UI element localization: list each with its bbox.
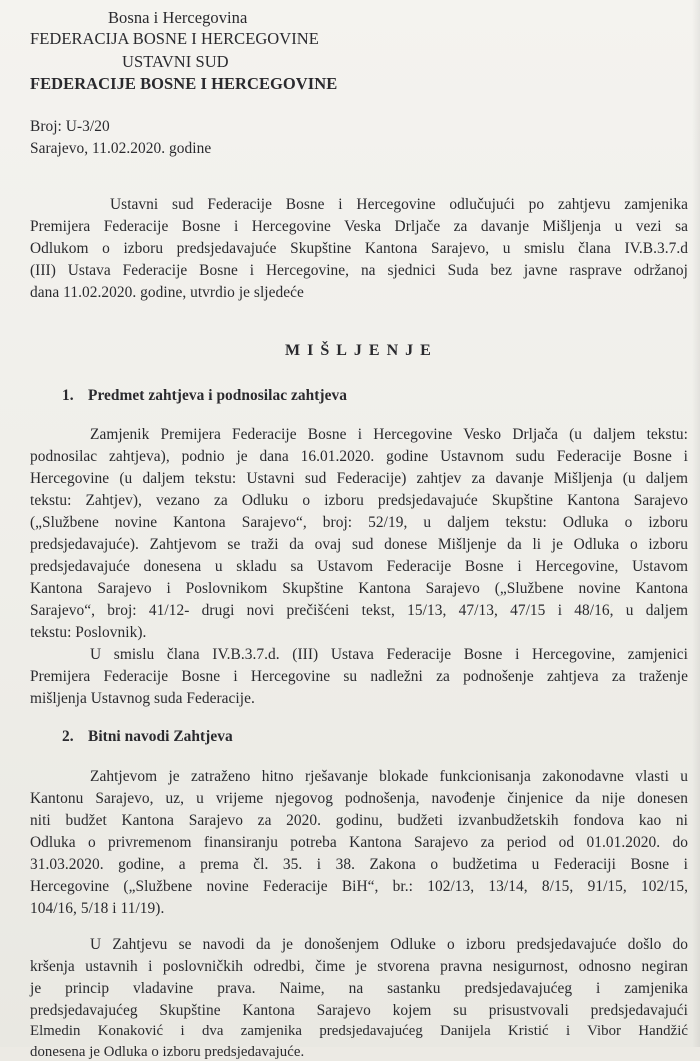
- section1-para1-line: tekstu: Poslovnik).: [30, 624, 147, 641]
- section1-para2-line: mišljenja Ustavnog suda Federacije.: [30, 690, 255, 707]
- section1-para1-line: podnosilac zahtjeva), podnio je dana 16.01.2020. godine Ustavnom sudu Federacije Bosne i: [30, 448, 688, 465]
- intro-line: dana 11.02.2020. godine, utvrdio je sljedeće: [30, 284, 304, 301]
- section-number: 2.: [62, 728, 74, 745]
- section-title: Bitni navodi Zahtjeva: [88, 728, 233, 745]
- section2-para2-line: kršenja ustavnih i poslovničkih odredbi, čime je stvorena pravna nesigurnost, odnosno negiran: [30, 958, 688, 975]
- section2-para2-line: donesena je Odluka o izboru predsjedavajuće.: [30, 1044, 305, 1060]
- page-edge-shadow: [692, 0, 700, 1047]
- section1-para1-line: Sarajevo“, broj: 41/12- drugi novi prečišćeni tekst, 15/13, 47/13, 47/15 i 48/16, u daljem: [30, 602, 688, 619]
- section2-para1-line: Odluka o privremenom finansiranju potreba Kantona Sarajevo za period od 01.01.2020. do: [30, 834, 688, 851]
- section1-para1-line: tekstu: Zahtjev), vezano za Odluku o izboru predsjedavajuće Skupštine Kantona Sarajevo: [30, 492, 688, 509]
- section2-para1-line: Hercegovine („Službene novine Federacije BiH“, br.: 102/13, 13/14, 8/15, 91/15, 102/15,: [30, 878, 688, 895]
- section-heading: [62, 728, 233, 746]
- case-number: Broj: U-3/20: [30, 118, 110, 135]
- section2-para2-line: Elmedin Konaković i dva zamjenika predsjedavajućeg Danijela Kristić i Vibor Handžić: [30, 1023, 688, 1039]
- intro-line: Premijera Federacije Bosne i Hercegovine Veska Drljače za davanje Mišljenja u vezi sa: [30, 218, 688, 235]
- section-title: Predmet zahtjeva i podnosilac zahtjeva: [88, 387, 347, 404]
- place-date: Sarajevo, 11.02.2020. godine: [30, 140, 212, 157]
- intro-line: Ustavni sud Federacije Bosne i Hercegovine odlučujući po zahtjevu zamjenika: [110, 196, 688, 213]
- section2-para1-line: niti budžet Kantona Sarajevo za 2020. godinu, budžeti izvanbudžetskih fondova kao ni: [30, 812, 688, 829]
- section1-para1-line: („Službene novine Kantona Sarajevo“, broj: 52/19, u daljem tekstu: Odluka o izboru: [30, 514, 688, 531]
- section2-para1-line: 104/16, 5/18 i 11/19).: [30, 900, 165, 917]
- section2-para1-line: Kantonu Sarajevo, uz, u vrijeme njegovog podnošenja, navođenje činjenice da nije donesen: [30, 790, 688, 807]
- section1-para1-line: predsjedavajuće donesena u skladu sa Ustavom Federacije Bosne i Hercegovine, Ustavom: [30, 558, 688, 575]
- section2-para2-line: je princip vladavine prava. Naime, na sastanku predsjedavajućeg i zamjenika: [30, 980, 688, 997]
- section1-para1-line: Hercegovine (u daljem tekstu: Ustavni sud Federacije) zahtjev za davanje Mišljenja (u daljem: [30, 470, 688, 487]
- section2-para1-line: 31.03.2020. godine, a prema čl. 35. i 38. Zakona o budžetima u Federaciji Bosne i: [30, 856, 688, 873]
- section2-para2-line: predsjedavajućeg Skupštine Kantona Sarajevo kojem su prisustvovali predsjedavajući: [30, 1002, 688, 1019]
- header-country: Bosna i Hercegovina: [108, 8, 248, 27]
- section1-para2-line: Premijera Federacije Bosne i Hercegovine su nadležni za podnošenje zahtjeva za traženje: [30, 668, 688, 685]
- header-court-federation: FEDERACIJE BOSNE I HERCEGOVINE: [30, 74, 338, 93]
- section1-para2-line: U smislu člana IV.B.3.7.d. (III) Ustava Federacije Bosne i Hercegovine, zamjenici: [90, 646, 688, 663]
- intro-line: Odlukom o izboru predsjedavajuće Skupštine Kantona Sarajevo, u smislu člana IV.B.3.7.d: [30, 240, 688, 257]
- intro-line: (III) Ustava Federacije Bosne i Hercegovine, na sjednici Suda bez javne rasprave održanoj: [30, 262, 688, 279]
- section1-para1-line: Kantona Sarajevo i Poslovnikom Skupštine Kantona Sarajevo („Službene novine Kantona: [30, 580, 688, 597]
- document-title: MIŠLJENJE: [285, 342, 438, 359]
- section1-para1-line: predsjedavajuće). Zahtjevom se traži da ovaj sud donese Mišljenje da li je Odluka o izboru: [30, 536, 688, 553]
- header-court: USTAVNI SUD: [122, 52, 229, 71]
- section2-para2-line: U Zahtjevu se navodi da je donošenjem Odluke o izboru predsjedavajuće došlo do: [90, 936, 688, 953]
- header-federation: FEDERACIJA BOSNE I HERCEGOVINE: [30, 29, 319, 48]
- section1-para1-line: Zamjenik Premijera Federacije Bosne i Hercegovine Vesko Drljača (u daljem tekstu:: [90, 426, 688, 443]
- section-heading: [62, 387, 347, 405]
- section2-para1-line: Zahtjevom je zatraženo hitno rješavanje blokade funkcionisanja zakonodavne vlasti u: [90, 768, 688, 785]
- section-number: 1.: [62, 387, 74, 404]
